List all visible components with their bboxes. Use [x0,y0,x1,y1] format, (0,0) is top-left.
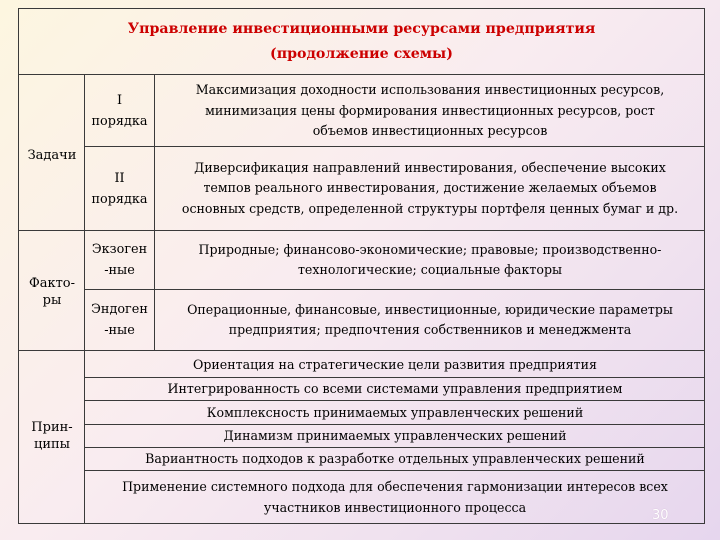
task-order-2-numeral: II [114,170,125,186]
page-title [20,10,703,74]
task-order-1-numeral: I [116,93,123,108]
factor-type-exogenous: Экзоген -ные [91,242,148,278]
task-order-2 [85,147,154,230]
task-order-1 [85,76,154,146]
title-line-1: Управление инвестиционными ресурсами предприятия [127,21,596,37]
title-divider [18,74,705,75]
principles-label: Прин- ципы [31,420,73,452]
factor-type-endogenous: Эндоген -ные [91,302,148,338]
task-order-2-text: Диверсификация направлений инвестирования, обеспечение высоких темпов реального инвестирования, достижение желаемых объемов основных средств, определенной структуры портфеля ценных бумаг и др. [181,159,679,216]
factor-exogenous-text: Природные; финансово-экономические; правовые; производственно- технологические; социальные факторы [198,241,662,277]
page-number: 30 [652,508,669,523]
factor-endogenous-text: Операционные, финансовые, инвестиционные, юридические параметры предприятия; предпочтения собственников и менеджмента [187,301,673,337]
principle-item-5: Вариантность подходов к разработке отдельных управленческих решений [145,451,645,466]
factors-principles-divider [18,350,705,351]
principle-item-3: Комплексность принимаемых управленческих решений [206,404,584,420]
title-line-2: (продолжение схемы) [269,46,453,62]
task-order-1-text: Максимизация доходности использования инвестиционных ресурсов, минимизация цены формирования инвестиционных ресурсов, рост объемов инвестиционных ресурсов [195,82,665,139]
task-order-2-word: порядка [91,191,148,207]
task-order-1-word: порядка [91,114,148,129]
tasks-label: Задачи [27,147,77,163]
principle-item-6: Применение системного подхода для обеспечения гармонизации интересов всех участников инвестиционного процесса [122,478,668,515]
principle-item-2: Интегрированность со всеми системами управления предприятием [167,381,623,396]
principle-item-1: Ориентация на стратегические цели развития предприятия [193,356,597,372]
factors-label: Факто- ры [28,276,76,308]
principle-item-4: Динамизм принимаемых управленческих решений [223,428,567,443]
